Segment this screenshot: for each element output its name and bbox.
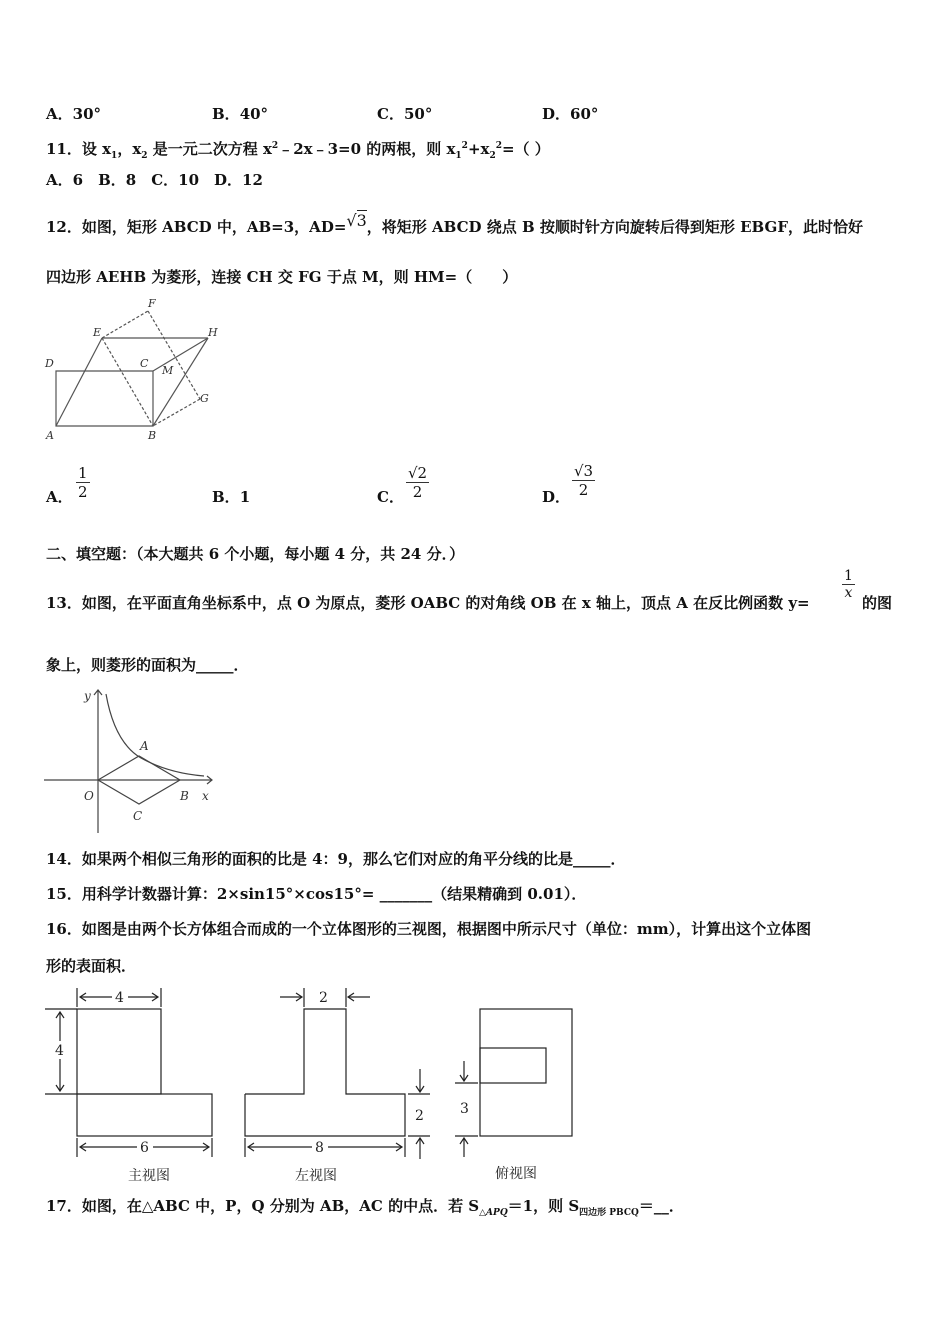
label-y: y [84, 689, 91, 703]
label-c: C [140, 357, 149, 370]
label-f: F [148, 297, 156, 310]
q11-options: A．6 B．8 C．10 D．12 [46, 171, 263, 189]
q10-option-a: A．30° [46, 105, 102, 123]
top-height-label: 3 [460, 1101, 469, 1117]
q12-option-a: A． [46, 488, 73, 506]
q16-top-view [450, 985, 590, 1185]
q13-line2: 象上，则菱形的面积为_____． [46, 656, 249, 674]
left-view-caption: 左视图 [295, 1168, 337, 1184]
left-height-label: 2 [415, 1108, 424, 1124]
front-view-caption: 主视图 [128, 1168, 170, 1184]
front-top-width-label: 4 [115, 990, 124, 1006]
label-g: G [200, 392, 209, 405]
q12-option-d-fraction: $\frac{√3}{2}$ [574, 462, 594, 499]
q12-option-d: D． [542, 488, 571, 506]
q13-figure [44, 688, 216, 836]
left-bottom-width-label: 8 [315, 1140, 324, 1156]
q13-line1b: 的图 [862, 594, 893, 612]
label-a: A [46, 429, 54, 442]
q10-option-c: C．50° [377, 105, 433, 123]
q12-option-a-fraction: $\frac{1}{2}$ [78, 464, 88, 501]
label-d: D [45, 357, 54, 370]
label-e: E [93, 326, 102, 339]
hyperbola-curve [106, 694, 204, 776]
label-x: x [202, 789, 209, 803]
label-b: B [180, 789, 189, 803]
q14: 14．如果两个相似三角形的面积的比是 4：9，那么它们对应的角平分线的比是_____． [46, 850, 626, 868]
q12-line2: 四边形 AEHB 为菱形，连接 CH 交 FG 于点 M，则 HM=（ ） [46, 268, 518, 286]
q16-line1: 16．如图是由两个长方体组合而成的一个立体图形的三视图，根据图中所示尺寸（单位：mm），计算出这个立体图 [46, 920, 812, 938]
q13-fraction: $\frac{1}{x}$ [844, 568, 853, 601]
top-view-caption: 俯视图 [495, 1166, 537, 1182]
front-height-label: 4 [55, 1043, 64, 1059]
label-m: M [162, 364, 174, 377]
q17: 17．如图，在△ABC 中，P，Q 分别为 AB，AC 的中点．若 $S_{\triangle APQ}=1$，则 $S_{四边形 PBCQ}=\_\_$． [46, 1197, 684, 1218]
q11-stem: 11．设 $x_1$，$x_2$ 是一元二次方程 $x^2﹣2x﹣3=0$ 的两根，则 $x_1^2+x_2^2=$（ ） [46, 140, 550, 161]
q12-option-b: B．1 [212, 488, 251, 506]
q12-line1: 12．如图，矩形 ABCD 中，AB=3，AD=√3，将矩形 ABCD 绕点 B 按顺时针方向旋转后得到矩形 EBGF，此时恰好 [46, 211, 863, 236]
q16-front-view [40, 985, 230, 1185]
q13-line1a: 13．如图，在平面直角坐标系中，点 O 为原点，菱形 OABC 的对角线 OB 在 x 轴上，顶点 A 在反比例函数 y= [46, 594, 810, 612]
q12-option-c: C． [377, 488, 404, 506]
front-bottom-width-label: 6 [140, 1140, 149, 1156]
q15: 15．用科学计数器计算：2×sin15°×cos15°= _______（结果精确到 0.01）． [46, 885, 587, 903]
q10-option-b: B．40° [212, 105, 269, 123]
label-h: H [208, 326, 218, 339]
section-2-heading: 二、填空题：（本大题共 6 个小题，每小题 4 分，共 24 分．） [46, 545, 465, 563]
label-b: B [148, 429, 157, 442]
q16-line2: 形的表面积． [46, 957, 137, 975]
q10-option-d: D．60° [542, 105, 599, 123]
q16-left-view [240, 985, 440, 1185]
label-a: A [140, 739, 149, 753]
q12-figure [40, 296, 240, 446]
label-c: C [133, 809, 143, 823]
q12-option-c-fraction: $\frac{√2}{2}$ [408, 464, 428, 501]
label-o: O [84, 789, 94, 803]
left-top-width-label: 2 [319, 990, 328, 1006]
